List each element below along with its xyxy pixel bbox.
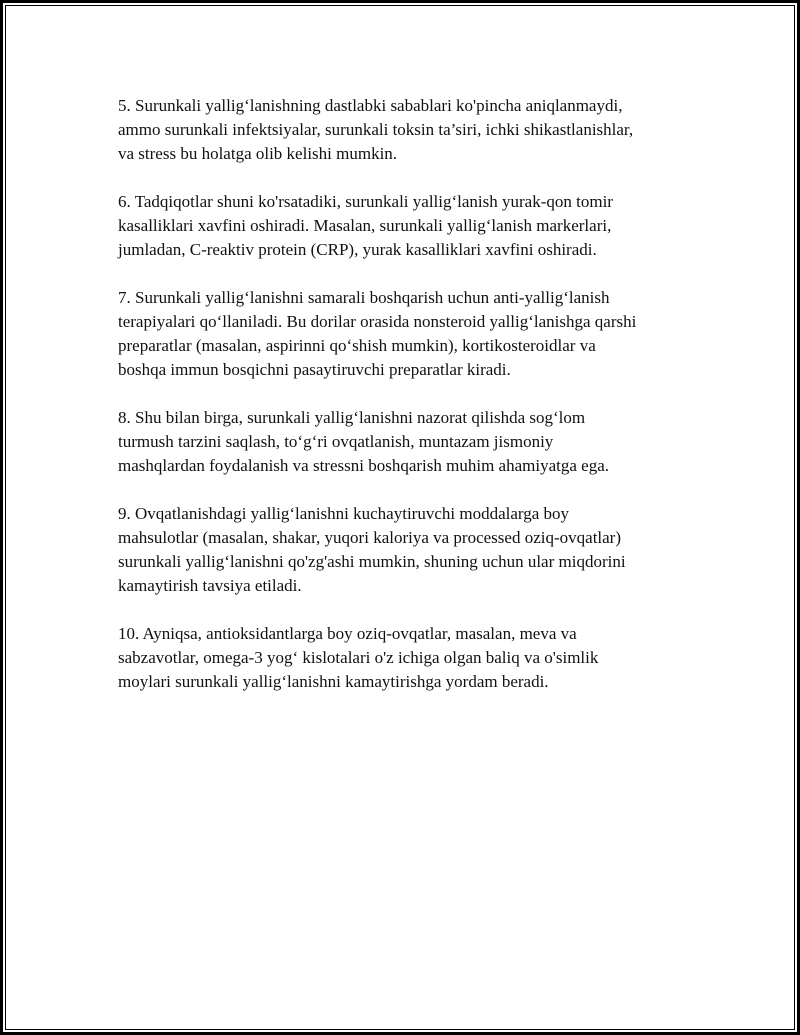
text-line: sabzavotlar, omega-3 yog‘ kislotalari o'z ichiga olgan baliq va o'simlik — [118, 648, 599, 667]
text-line: 7. Surunkali yallig‘lanishni samarali boshqarish uchun anti-yallig‘lanish — [118, 288, 610, 307]
paragraph-8 — [118, 406, 698, 478]
paragraph-7 — [118, 286, 698, 382]
text-line: kasalliklari xavfini oshiradi. Masalan, surunkali yallig‘lanish markerlari, — [118, 216, 612, 235]
text-line: mahsulotlar (masalan, shakar, yuqori kaloriya va processed oziq-ovqatlar) — [118, 528, 622, 547]
text-line: moylari surunkali yallig‘lanishni kamaytirishga yordam beradi. — [118, 672, 549, 691]
text-line: turmush tarzini saqlash, to‘g‘ri ovqatlanish, muntazam jismoniy — [118, 432, 554, 451]
paragraph-6 — [118, 190, 698, 262]
text-line: 9. Ovqatlanishdagi yallig‘lanishni kuchaytiruvchi moddalarga boy — [118, 504, 570, 523]
text-line: kamaytirish tavsiya etiladi. — [118, 576, 302, 595]
document-body — [118, 94, 698, 718]
paragraph-5 — [118, 94, 698, 166]
text-line: jumladan, C-reaktiv protein (CRP), yurak kasalliklari xavfini oshiradi. — [118, 240, 597, 259]
text-line: surunkali yallig‘lanishni qo'zg'ashi mumkin, shuning uchun ular miqdorini — [118, 552, 626, 571]
paragraph-10 — [118, 622, 698, 694]
text-line: ammo surunkali infektsiyalar, surunkali toksin ta’siri, ichki shikastlanishlar, — [118, 120, 634, 139]
paragraph-9 — [118, 502, 698, 598]
text-line: va stress bu holatga olib kelishi mumkin. — [118, 144, 398, 163]
text-line: mashqlardan foydalanish va stressni boshqarish muhim ahamiyatga ega. — [118, 456, 609, 475]
text-line: 6. Tadqiqotlar shuni ko'rsatadiki, surunkali yallig‘lanish yurak-qon tomir — [118, 192, 613, 211]
text-line: boshqa immun bosqichni pasaytiruvchi preparatlar kiradi. — [118, 360, 511, 379]
text-line: 8. Shu bilan birga, surunkali yallig‘lanishni nazorat qilishda sog‘lom — [118, 408, 586, 427]
text-line: 10. Ayniqsa, antioksidantlarga boy oziq-ovqatlar, masalan, meva va — [118, 624, 577, 643]
text-line: 5. Surunkali yallig‘lanishning dastlabki sabablari ko'pincha aniqlanmaydi, — [118, 96, 623, 115]
text-line: terapiyalari qo‘llaniladi. Bu dorilar orasida nonsteroid yallig‘lanishga qarshi — [118, 312, 637, 331]
text-line: preparatlar (masalan, aspirinni qo‘shish mumkin), kortikosteroidlar va — [118, 336, 596, 355]
